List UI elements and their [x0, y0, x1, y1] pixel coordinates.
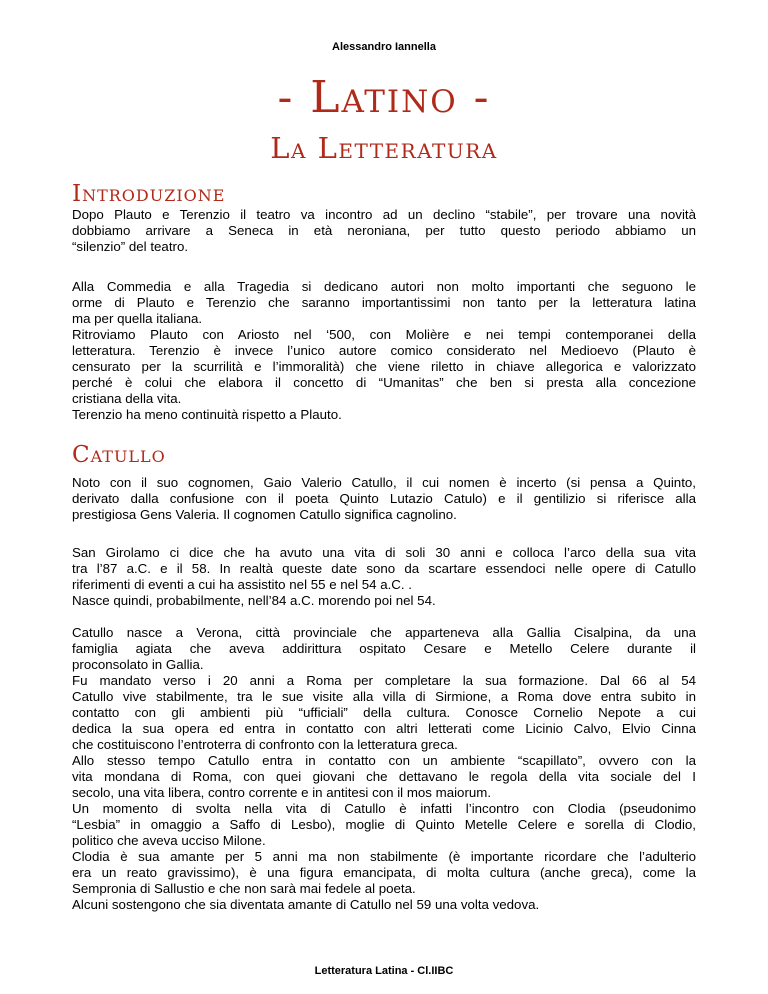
text-line: Un momento di svolta nella vita di Catullo è infatti l’incontro con Clodia (pseudonimo — [72, 801, 696, 816]
text-line: perché è colui che elabora il concetto di “Umanitas” che ben si presta alla concezione — [72, 375, 696, 390]
text-line: cristiana della vita. — [72, 391, 182, 406]
section-heading-catullo: Catullo — [72, 442, 166, 468]
author-name: Alessandro Iannella — [332, 41, 436, 53]
text-line: ma per quella italiana. — [72, 311, 203, 326]
text-line: derivato dalla confusione con il poeta Quinto Lutazio Catulo) e il gentilizio si riferisce alla — [72, 491, 696, 506]
text-line: San Girolamo ci dice che ha avuto una vita di soli 30 anni e colloca l’arco della sua vita — [72, 545, 696, 560]
text-line: che costituiscono l’entroterra di confronto con la letteratura greca. — [72, 737, 458, 752]
text-line: Dopo Plauto e Terenzio il teatro va incontro ad un declino “stabile”, per trovare una novità — [72, 207, 696, 222]
text-line: Nasce quindi, probabilmente, nell’84 a.C. morendo poi nel 54. — [72, 593, 436, 608]
text-line: Sempronia di Sallustio e che non sarà mai fedele al poeta. — [72, 881, 416, 896]
page-footer: Letteratura Latina - Cl.IIBC — [314, 965, 454, 977]
text-line: contatto con gli ambienti più “ufficiali” della cultura. Conosce Cornelio Nepote a cui — [72, 705, 696, 720]
text-line: politico che aveva ucciso Milone. — [72, 833, 266, 848]
text-line: Catullo nasce a Verona, città provinciale che apparteneva alla Gallia Cisalpina, da una — [72, 625, 696, 640]
text-line: proconsolato in Gallia. — [72, 657, 204, 672]
text-line: orme di Plauto e Terenzio che saranno importantissimi non tanto per la letteratura latina — [72, 295, 696, 310]
text-line: vita mondana di Roma, con quei giovani che dettavano le regola della vita sociale del I — [72, 769, 696, 784]
text-line: Fu mandato verso i 20 anni a Roma per completare la sua formazione. Dal 66 al 54 — [72, 673, 696, 688]
text-line: prestigiosa Gens Valeria. Il cognomen Catullo significa cagnolino. — [72, 507, 457, 522]
paragraph — [72, 207, 696, 255]
text-line: Clodia è sua amante per 5 anni ma non stabilmente (è importante ricordare che l’adulterio — [72, 849, 696, 864]
text-line: Catullo vive stabilmente, tra le sue visite alla villa di Sirmione, a Roma dove entra subito in — [72, 689, 696, 704]
text-line: “Lesbia” in omaggio a Saffo di Lesbo), moglie di Quinto Metelle Celere e sorella di Clodio, — [72, 817, 696, 832]
text-line: Alla Commedia e alla Tragedia si dedicano autori non molto importanti che seguono le — [72, 279, 696, 294]
paragraph — [72, 475, 696, 523]
section-heading-introduzione: Introduzione — [72, 181, 226, 207]
text-line: riferimenti di eventi a cui ha assistito nel 55 e nel 54 a.C. . — [72, 577, 412, 592]
text-line: Allo stesso tempo Catullo entra in contatto con un ambiente “scapillato”, ovvero con la — [72, 753, 696, 768]
page-subtitle: La Letteratura — [270, 131, 498, 165]
text-line: censurato per la scurrilità e l’immoralità) che viene riletto in chiave allegorica e valorizzato — [72, 359, 696, 374]
text-line: Alcuni sostengono che sia diventata amante di Catullo nel 59 una volta vedova. — [72, 897, 540, 912]
text-line: Terenzio ha meno continuità rispetto a Plauto. — [72, 407, 342, 422]
text-line: “silenzio” del teatro. — [72, 239, 189, 254]
text-line: letteratura. Terenzio è invece l’unico autore comico considerato nel Medioevo (Plauto è — [72, 343, 696, 358]
paragraph — [72, 279, 696, 423]
text-line: tra l’87 a.C. e il 58. In realtà queste date sono da scartare essendoci nelle opere di Catullo — [72, 561, 696, 576]
text-line: era un reato gravissimo), è una figura emancipata, di molta cultura (anche greca), come la — [72, 865, 696, 880]
text-line: dobbiamo arrivare a Seneca in età neroniana, per tutto questo periodo abbiamo un — [72, 223, 696, 238]
paragraph — [72, 545, 696, 609]
page-title: - Latino - — [277, 72, 491, 123]
text-line: Noto con il suo cognomen, Gaio Valerio Catullo, il cui nomen è incerto (si pensa a Quinto, — [72, 475, 696, 490]
text-line: secolo, una vita libera, contro corrente e in antitesi con il mos maiorum. — [72, 785, 492, 800]
text-line: Ritroviamo Plauto con Ariosto nel ‘500, con Molière e nei tempi contemporanei della — [72, 327, 696, 342]
text-line: dedica la sua opera ed entra in contatto con altri letterati come Licinio Calvo, Elvio Cinna — [72, 721, 696, 736]
paragraph — [72, 625, 696, 913]
text-line: famiglia agiata che aveva addirittura ospitato Cesare e Metello Celere durante il — [72, 641, 696, 656]
